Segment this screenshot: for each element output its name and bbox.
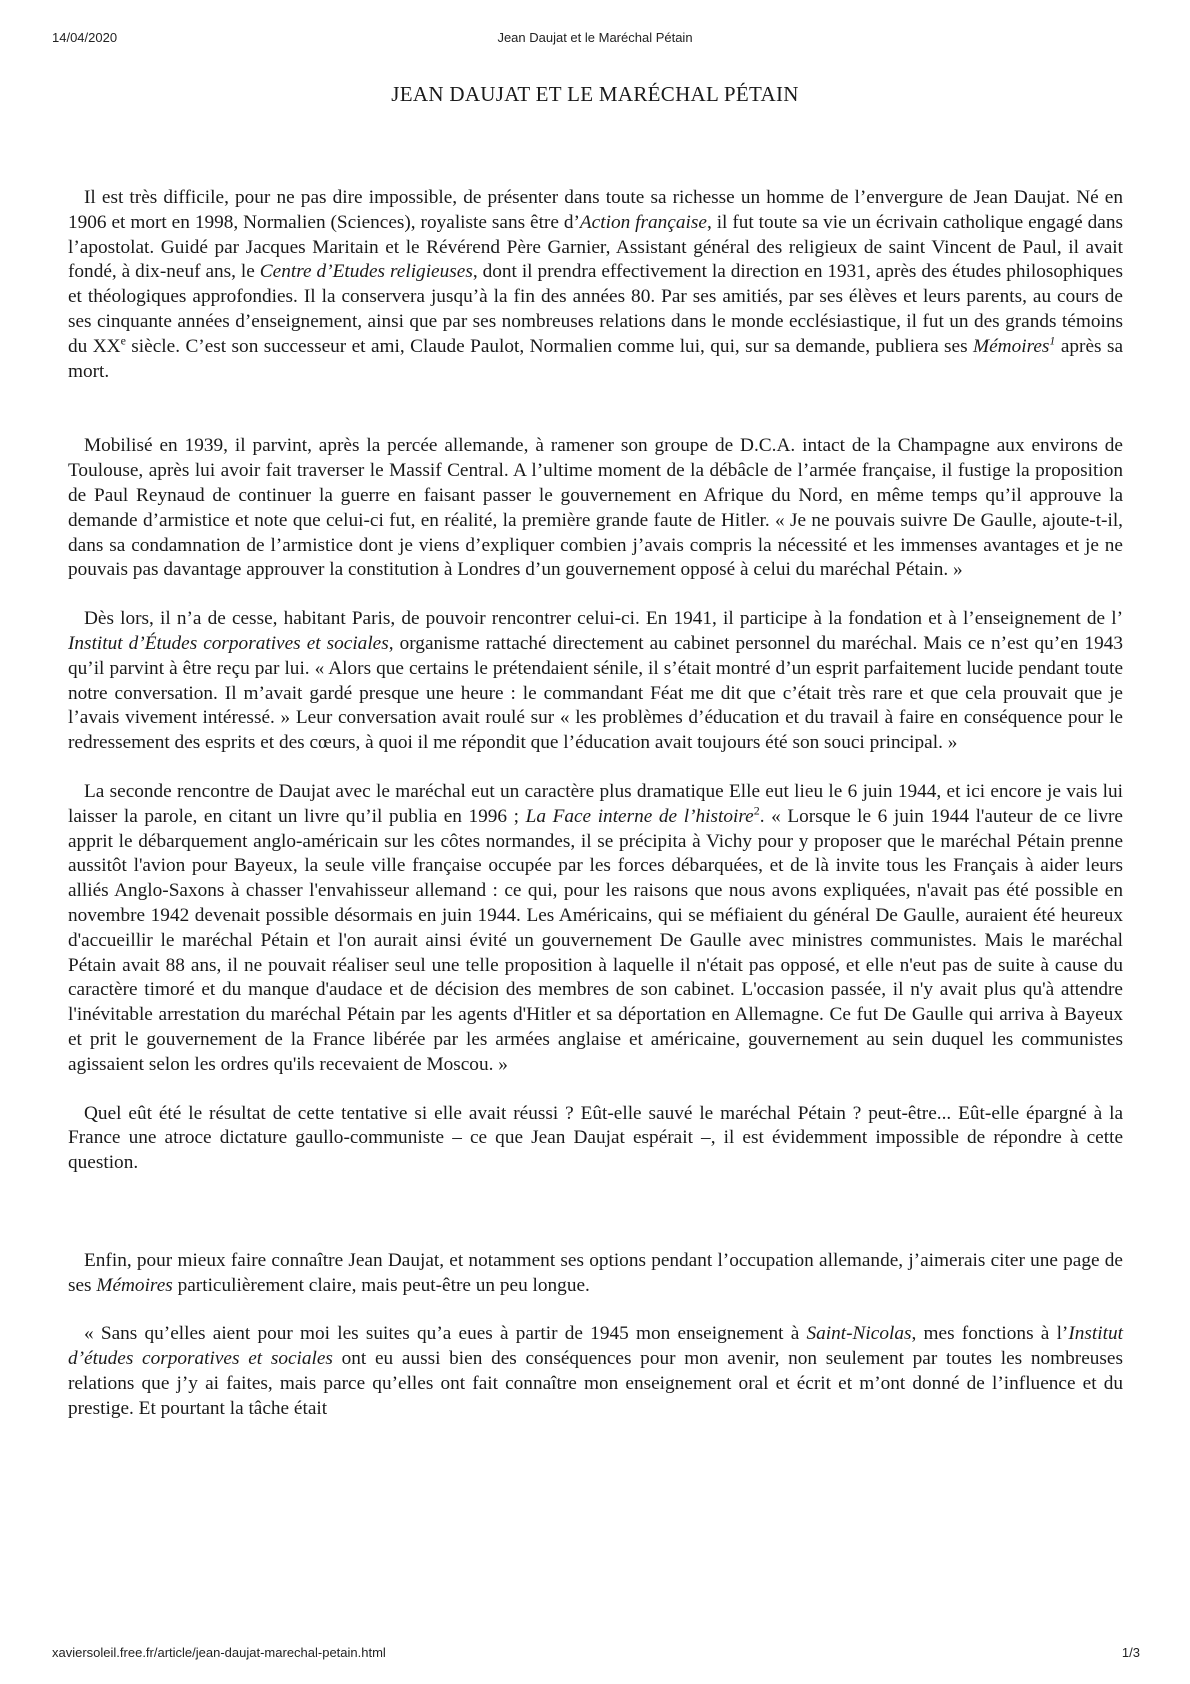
paragraph-memoires-intro [68, 1249, 1123, 1299]
footnote-marker: 1 [1049, 333, 1056, 348]
article-body [68, 186, 1123, 1422]
paragraph-first-meeting [68, 607, 1123, 756]
body-text: . « Lorsque le 6 juin 1944 l'auteur de ce livre apprit le débarquement anglo-américain sur les côtes normandes, il se précipita à Vichy pour y proposer que le maréchal Pétain prenne aussitôt l'avion pour Bayeux, la seule ville française occupée par les forces débarquées, et de là invite tous les Français à aider leurs alliés Anglo-Saxons à chasser l'envahisseur allemand : ce qui, pour les raisons que nous avons expliquées, n'avait pas été possible en novembre 1942 devenait possible désormais en juin 1944. Les Américains, qui se méfiaient du général De Gaulle, auraient été heureux d'accueillir le maréchal Pétain et l'on aurait ainsi évité un gouvernement De Gaulle avec ministres communistes. Mais le maréchal Pétain avait 88 ans, il ne pouvait réaliser seul une telle proposition à laquelle il n'était pas opposé, et elle n'eut pas de suite à cause du caractère timoré et du manque d'audace et de décision des membres de son cabinet. L'occasion passée, il n'y avait plus qu'à attendre l'inévitable arrestation du maréchal Pétain par les agents d'Hitler et sa déportation en Allemagne. Ce fut De Gaulle qui arriva à Bayeux et prit le gouvernement de la France libérée par les armées anglaise et américaine, gouvernement au sein duquel les communistes agissaient selon les ordres qu'ils recevaient de Moscou. » [68, 805, 1123, 1075]
print-footer-page-number: 1/3 [1121, 1645, 1140, 1660]
footnote-marker: e [120, 333, 126, 348]
paragraph-mobilisation [68, 434, 1123, 583]
italic-text: La Face interne de l’histoire [525, 805, 754, 827]
article-title: JEAN DAUJAT ET LE MARÉCHAL PÉTAIN [391, 82, 799, 106]
paragraph-question [68, 1102, 1123, 1176]
italic-text: Mémoires [96, 1274, 173, 1296]
footnote-marker: 2 [753, 803, 760, 818]
body-text: Il est très difficile, pour ne pas dire impossible, de présenter dans toute sa richesse un homme de l’envergure de Jean Daujat. Né en 1906 et mort en 1998, Normalien (Sciences), royaliste sans être d’ [68, 187, 1123, 233]
italic-text: Action française [579, 211, 707, 233]
paragraph-memoires-quote [68, 1322, 1123, 1421]
body-text: ont eu aussi bien des conséquences pour mon avenir, non seulement par toutes les nombreuses relations que j’y ai faites, mais parce qu’elles ont fait connaître mon enseignement oral et écrit et m’ont donné de l’influence et du prestige. Et pourtant la tâche était [68, 1348, 1123, 1419]
italic-text: Institut d’études corporatives et sociales [68, 1323, 1123, 1370]
italic-text: Institut d’Études corporatives et sociales [68, 632, 389, 654]
print-header-date: 14/04/2020 [52, 30, 118, 45]
paragraph-second-meeting [68, 780, 1123, 1078]
body-text: particulièrement claire, mais peut-être un peu longue. [172, 1274, 590, 1296]
italic-text: Mémoires [973, 335, 1050, 357]
body-text: , organisme rattaché directement au cabinet personnel du maréchal. Mais ce n’est qu’en 1943 qu’il parvint à être reçu par lui. « Alors que certains le prétendaient sénile, il s’était montré d’un esprit parfaitement lucide pendant toute notre conversation. Il m’avait gardé presque une heure : le commandant Féat me dit que c’était très rare et que cela prouvait que je l’avais vivement intéressé. » Leur conversation avait roulé sur « les problèmes d’éducation et du travail à faire en conséquence pour le redressement des esprits et des cœurs, à quoi il me répondit que l’éducation avait toujours été son souci principal. » [68, 632, 1123, 754]
body-text: , il fut toute sa vie un écrivain catholique engagé dans l’apostolat. Guidé par Jacques Maritain et le Révérend Père Garnier, Assistant général des religieux de saint Vincent de Paul, il avait fondé, à dix-neuf ans, le [68, 211, 1123, 283]
body-text: siècle. C’est son successeur et ami, Claude Paulot, Normalien comme lui, qui, sur sa demande, publiera ses [125, 335, 974, 357]
body-text: , mes fonctions à l’ [911, 1323, 1069, 1345]
paragraph-intro [68, 186, 1123, 384]
body-text: , dont il prendra effectivement la direction en 1931, après des études philosophiques et théologiques approfondies. Il la conservera jusqu’à la fin des années 80. Par ses amitiés, par ses élèves et leurs parents, au cours de ses cinquante années d’enseignement, ainsi que par ses nombreuses relations dans le monde ecclésiastique, il fut un des grands témoins du XX [68, 261, 1123, 357]
italic-text: Centre d’Etudes religieuses [259, 261, 473, 283]
body-text: Quel eût été le résultat de cette tentative si elle avait réussi ? Eût-elle sauvé le maréchal Pétain ? peut-être... Eût-elle épargné à la France une atroce dictature gaullo-communiste – ce que Jean Daujat espérait –, il est évidemment impossible de répondre à cette question. [68, 1102, 1123, 1174]
body-text: La seconde rencontre de Daujat avec le maréchal eut un caractère plus dramatique Elle eut lieu le 6 juin 1944, et ici encore je vais lui laisser la parole, en citant un livre qu’il publia en 1996 ; [68, 780, 1123, 827]
body-text: Enfin, pour mieux faire connaître Jean Daujat, et notamment ses options pendant l’occupation allemande, j’aimerais citer une page de ses [68, 1249, 1123, 1296]
print-footer-url: xaviersoleil.free.fr/article/jean-daujat-marechal-petain.html [52, 1645, 386, 1660]
body-text: « Sans qu’elles aient pour moi les suites qu’a eues à partir de 1945 mon enseignement à [84, 1323, 807, 1345]
body-text: Dès lors, il n’a de cesse, habitant Paris, de pouvoir rencontrer celui-ci. En 1941, il participe à la fondation et à l’enseignement de l’ [84, 608, 1123, 630]
print-header-title: Jean Daujat et le Maréchal Pétain [497, 30, 693, 45]
italic-text: Saint-Nicolas [806, 1323, 912, 1345]
body-text: après sa mort. [68, 335, 1123, 382]
body-text: Mobilisé en 1939, il parvint, après la percée allemande, à ramener son groupe de D.C.A. intact de la Champagne aux environs de Toulouse, après lui avoir fait traverser le Massif Central. A l’ultime moment de la débâcle de l’armée française, il fustige la proposition de Paul Reynaud de continuer la guerre en faisant passer le gouvernement en Afrique du Nord, en même temps qu’il approuve la demande d’armistice et note que celui-ci fut, en réalité, la première grande faute de Hitler. « Je ne pouvais suivre De Gaulle, ajoute-t-il, dans sa condamnation de l’armistice dont je viens d’expliquer combien j’avais compris la nécessité et les immenses avantages et je ne pouvais pas davantage approuver la constitution à Londres d’un gouvernement opposé à celui du maréchal Pétain. » [68, 435, 1123, 581]
